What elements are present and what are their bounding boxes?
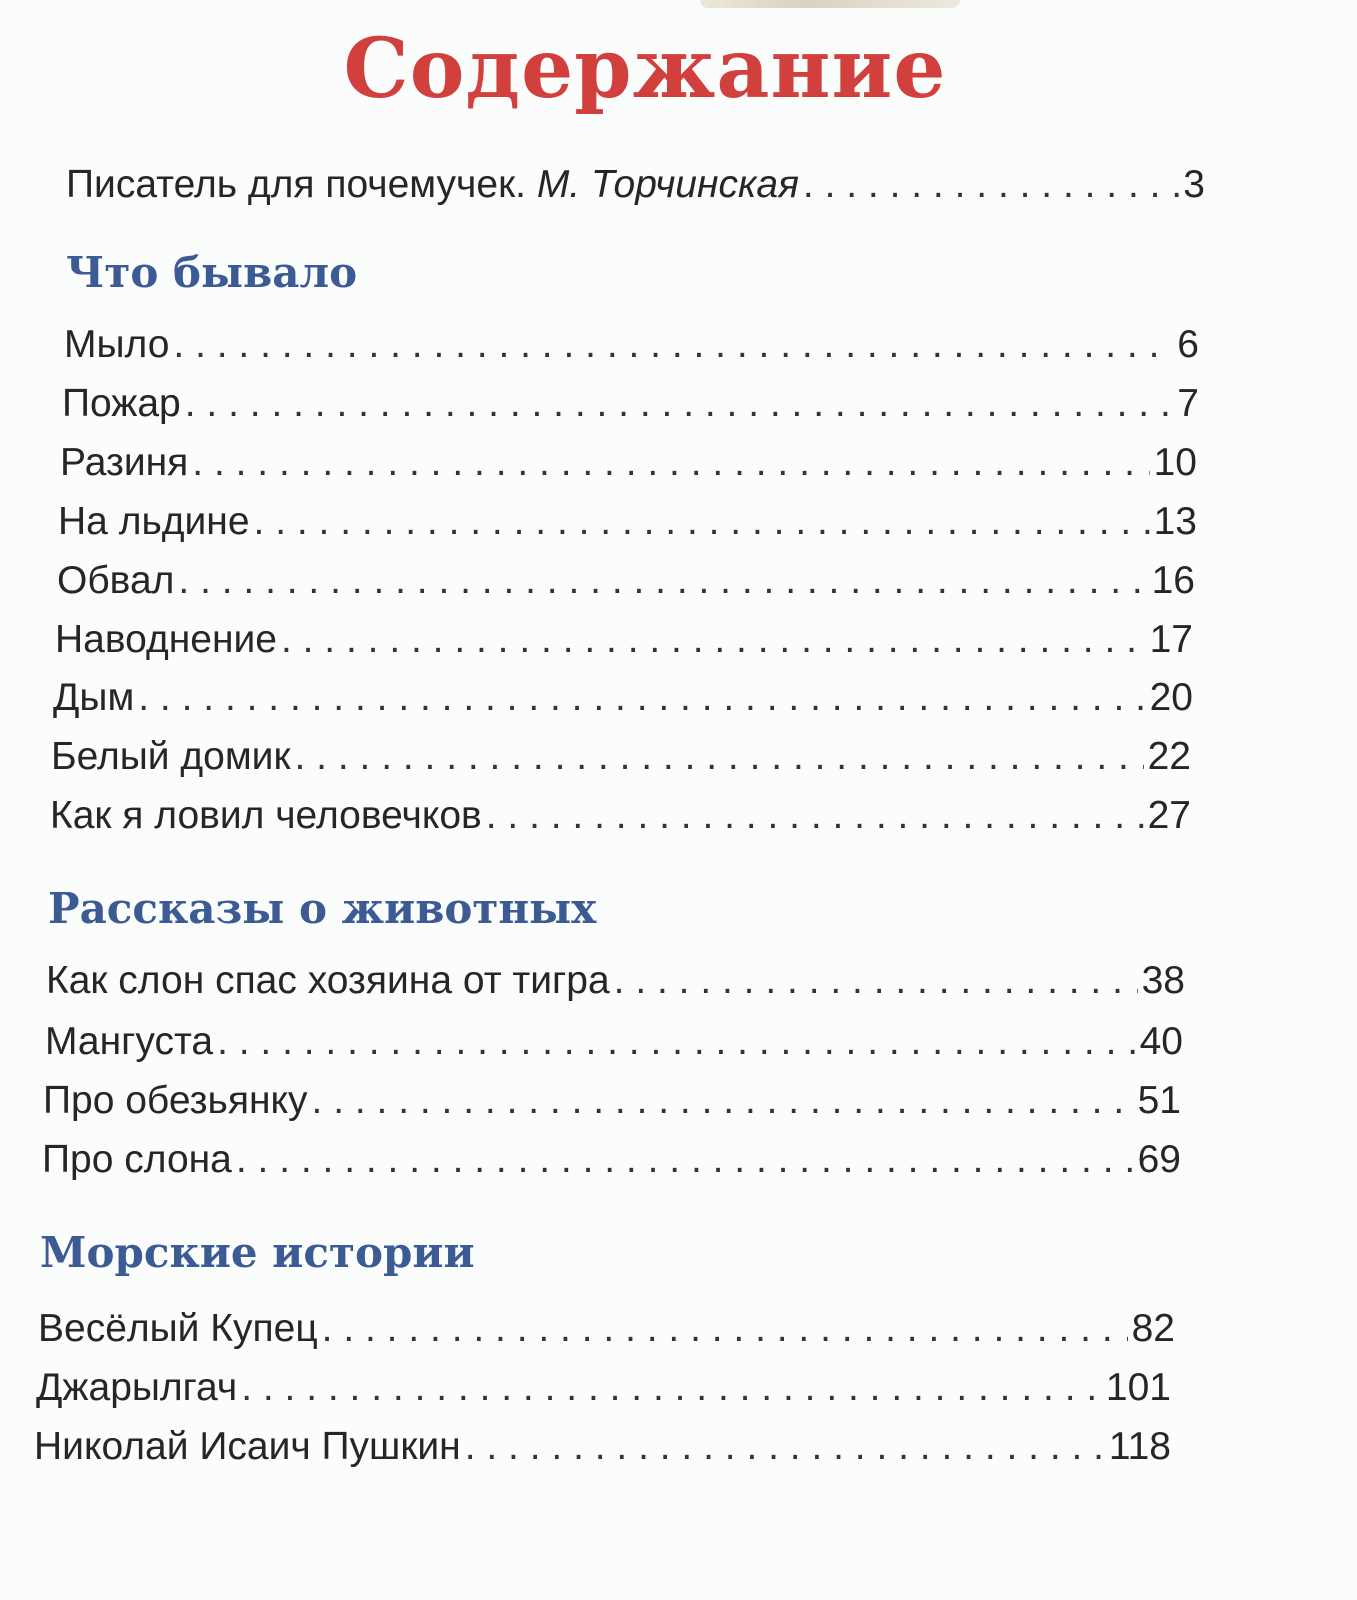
dot-leader	[178, 558, 1147, 604]
toc-entry-title: Джарылгач	[36, 1366, 238, 1409]
toc-entry-page: 101	[1105, 1366, 1171, 1409]
dot-leader	[312, 1078, 1134, 1124]
toc-entry-page: 13	[1153, 500, 1197, 543]
toc-entry-title: Про обезьянку	[43, 1079, 308, 1122]
toc-entry-title: Обвал	[57, 559, 175, 602]
dot-leader	[185, 381, 1174, 427]
toc-entry-page: 22	[1147, 735, 1191, 778]
toc-entry-page: 82	[1131, 1307, 1175, 1350]
toc-entry[interactable]	[51, 734, 1191, 780]
illustration-edge	[700, 0, 960, 8]
toc-entry-page: 69	[1137, 1138, 1181, 1181]
toc-entry-title: Николай Исаич Пушкин	[34, 1425, 461, 1468]
toc-entry[interactable]	[43, 1078, 1181, 1124]
section-heading-morskie-istorii: Морские истории	[40, 1228, 475, 1277]
dot-leader	[236, 1137, 1134, 1183]
toc-entry-intro[interactable]	[66, 162, 1205, 208]
toc-entry[interactable]	[58, 499, 1197, 545]
toc-entry-title: Про слона	[42, 1138, 232, 1181]
dot-leader	[614, 958, 1138, 1004]
toc-entry-page: 6	[1177, 323, 1199, 366]
toc-entry[interactable]	[57, 558, 1195, 604]
intro-author: М. Торчинская	[536, 163, 799, 206]
toc-entry[interactable]	[64, 322, 1199, 368]
toc-entry-page: 10	[1153, 441, 1197, 484]
toc-entry[interactable]	[38, 1306, 1175, 1352]
toc-entry[interactable]	[42, 1137, 1181, 1183]
dot-leader	[322, 1306, 1128, 1352]
toc-entry-title: Как я ловил человечков	[50, 794, 482, 837]
dot-leader	[295, 734, 1144, 780]
toc-entry-title: Как слон спас хозяина от тигра	[46, 959, 610, 1002]
toc-entry-page: 27	[1147, 794, 1191, 837]
toc-entry-title: На льдине	[58, 500, 250, 543]
toc-entry-page: 20	[1149, 676, 1193, 719]
toc-entry[interactable]	[50, 793, 1191, 839]
toc-entry[interactable]	[36, 1365, 1171, 1411]
toc-entry[interactable]	[46, 958, 1185, 1004]
toc-entry-title: Весёлый Купец	[38, 1307, 318, 1350]
toc-entry[interactable]	[45, 1019, 1183, 1065]
toc-entry[interactable]	[34, 1424, 1171, 1470]
toc-entry[interactable]	[53, 675, 1193, 721]
toc-entry-page: 118	[1108, 1425, 1171, 1468]
section-heading-chto-byvalo: Что бывало	[66, 248, 358, 297]
dot-leader	[173, 322, 1173, 368]
toc-entry-title: Наводнение	[55, 618, 277, 661]
toc-entry-page: 3	[1183, 163, 1205, 206]
page-title: Содержание	[343, 21, 947, 117]
dot-leader	[217, 1019, 1136, 1065]
intro-title: Писатель для почемучек.	[66, 163, 526, 206]
toc-entry-page: 51	[1137, 1079, 1181, 1122]
toc-entry-title	[66, 162, 799, 208]
dot-leader	[465, 1424, 1105, 1470]
toc-entry[interactable]	[55, 617, 1193, 663]
dot-leader	[138, 675, 1145, 721]
toc-entry-title: Мыло	[64, 323, 170, 366]
dot-leader	[241, 1365, 1102, 1411]
toc-entry[interactable]	[60, 440, 1197, 486]
dot-leader	[803, 162, 1179, 208]
toc-entry-title: Белый домик	[51, 735, 291, 778]
dot-leader	[254, 499, 1150, 545]
toc-entry-page: 17	[1149, 618, 1193, 661]
toc-entry-title: Разиня	[60, 441, 189, 484]
toc-entry[interactable]	[62, 381, 1199, 427]
toc-entry-title: Мангуста	[45, 1020, 214, 1063]
toc-entry-page: 7	[1177, 382, 1199, 425]
dot-leader	[281, 617, 1146, 663]
dot-leader	[192, 440, 1149, 486]
toc-entry-page: 38	[1141, 959, 1185, 1002]
toc-entry-title: Пожар	[62, 382, 181, 425]
toc-entry-title: Дым	[53, 676, 135, 719]
section-heading-rasskazy-o-zhivotnykh: Рассказы о животных	[48, 884, 597, 933]
toc-entry-page: 40	[1139, 1020, 1183, 1063]
dot-leader	[486, 793, 1144, 839]
toc-entry-page: 16	[1151, 559, 1195, 602]
